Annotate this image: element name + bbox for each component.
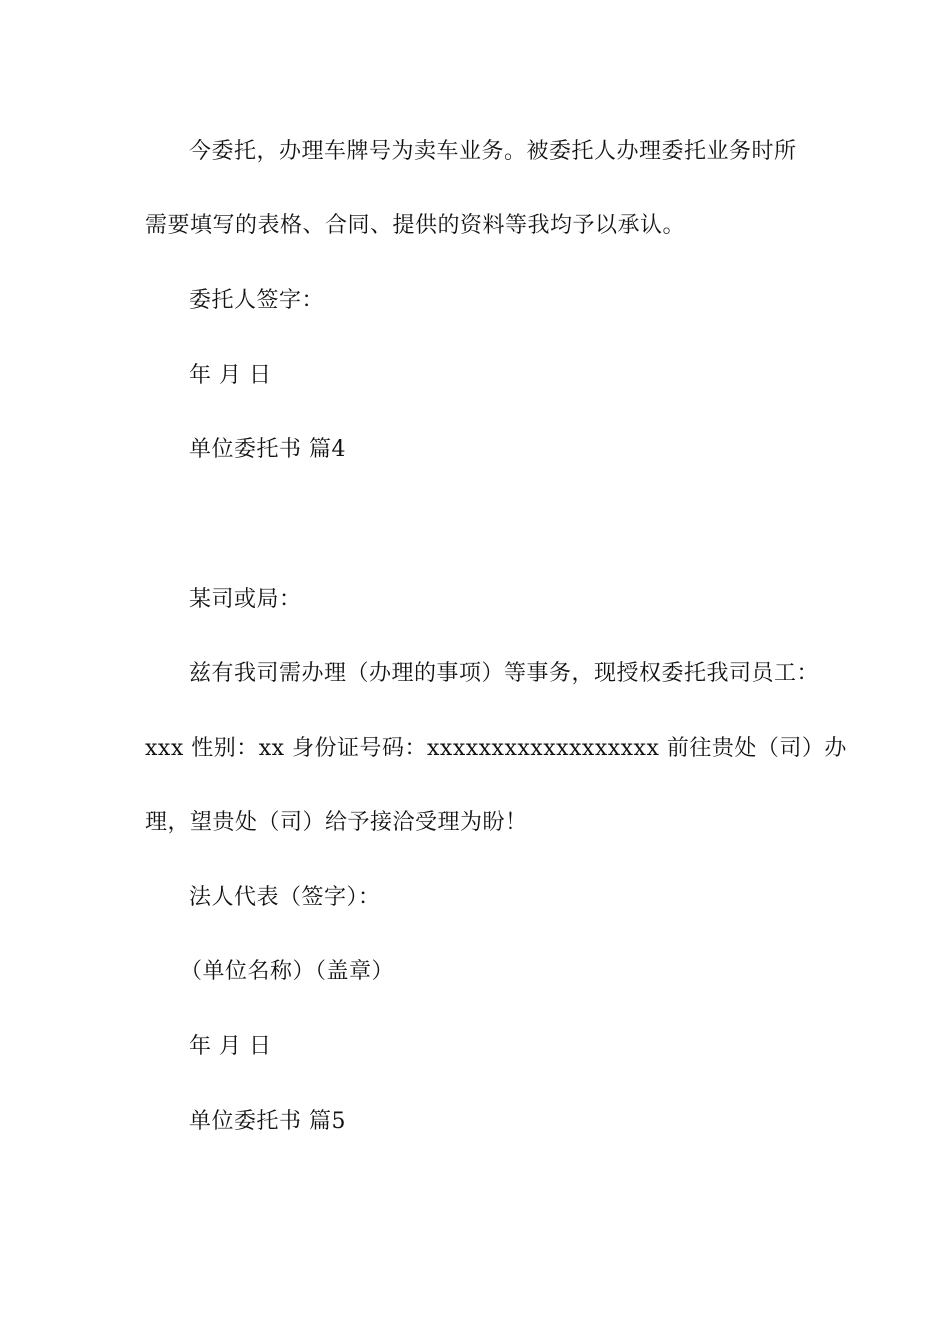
authorization-line-2: xxx 性别：xx 身份证号码：xxxxxxxxxxxxxxxxxx 前往贵处（司）办 [145, 736, 847, 761]
section-heading-4: 单位委托书 篇4 [189, 437, 346, 462]
signer-label: 委托人签字： [189, 288, 325, 313]
paragraph-line-2: 需要填写的表格、合同、提供的资料等我均予以承认。 [145, 213, 686, 238]
legal-rep-signature: 法人代表（签字）： [189, 885, 381, 910]
date-line-1: 年 月 日 [189, 363, 272, 388]
date-line-2: 年 月 日 [189, 1034, 272, 1059]
authorization-line-1: 兹有我司需办理（办理的事项）等事务，现授权委托我司员工： [189, 661, 820, 686]
salutation: 某司或局： [189, 587, 302, 612]
unit-name-seal: （单位名称）（盖章） [180, 959, 395, 984]
paragraph-line-1: 今委托，办理车牌号为卖车业务。被委托人办理委托业务时所 [189, 139, 797, 164]
authorization-line-3: 理，望贵处（司）给予接洽受理为盼！ [145, 810, 528, 835]
section-heading-5: 单位委托书 篇5 [189, 1109, 346, 1134]
